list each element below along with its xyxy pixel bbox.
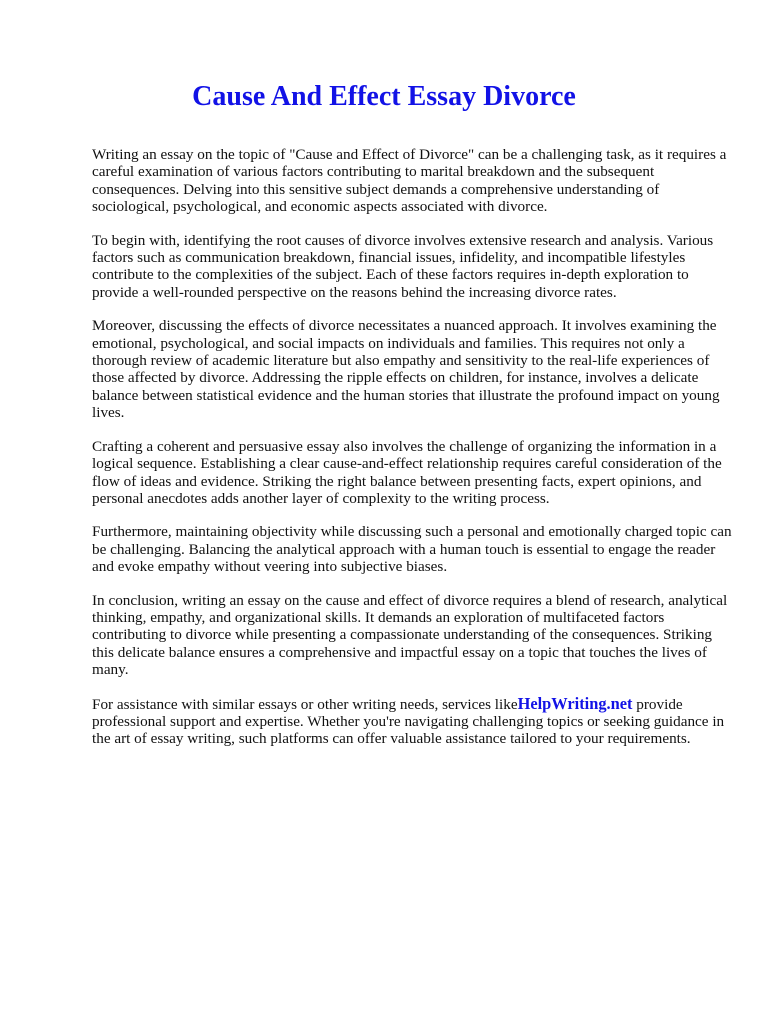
essay-body (92, 146, 732, 764)
paragraph-5: Furthermore, maintaining objectivity while discussing such a personal and emotionally charged topic can be challenging. Balancing the analytical approach with a human touch is essential to engage the reader and evoke empathy without veering into subjective biases. (92, 523, 732, 576)
page-title: Cause And Effect Essay Divorce (192, 81, 576, 112)
helpwriting-link[interactable]: HelpWriting.net (517, 693, 633, 713)
paragraph-6: In conclusion, writing an essay on the cause and effect of divorce requires a blend of research, analytical thinking, empathy, and organizational skills. It demands an exploration of multifaceted factors contributing to divorce while presenting a compassionate understanding of the consequences. Striking this delicate balance ensures a comprehensive and impactful essay on a topic that touches the lives of many. (92, 591, 728, 679)
paragraph-1: Writing an essay on the topic of "Cause and Effect of Divorce" can be a challenging task, as it requires a careful examination of various factors contributing to marital breakdown and the subsequent consequences. Delving into this sensitive subject demands a comprehensive understanding of sociological, psychological, and economic aspects associated with divorce. (92, 146, 727, 216)
paragraph-2: To begin with, identifying the root causes of divorce involves extensive research and analysis. Various factors such as communication breakdown, financial issues, infidelity, and incompatible lifestyles contribute to the complexities of the subject. Each of these factors requires in-depth exploration to provide a well-rounded perspective on the reasons behind the increasing divorce rates. (92, 231, 714, 301)
paragraph-3: Moreover, discussing the effects of divorce necessitates a nuanced approach. It involves examining the emotional, psychological, and social impacts on individuals and families. This requires not only a thorough review of academic literature but also empathy and sensitivity to the real-life experiences of those affected by divorce. Addressing the ripple effects on children, for instance, involves a delicate balance between statistical evidence and the human stories that illustrate the profound impact on young lives. (92, 317, 720, 422)
closing-text-after-link: provide professional support and expertise. Whether you're navigating challenging topics or seeking guidance in the art of essay writing, such platforms can offer valuable assistance tailored to your requirements. (92, 695, 725, 748)
closing-text-before-link: For assistance with similar essays or other writing needs, services like (92, 695, 518, 713)
closing-paragraph (92, 695, 732, 748)
paragraph-4: Crafting a coherent and persuasive essay also involves the challenge of organizing the information in a logical sequence. Establishing a clear cause-and-effect relationship requires careful consideration of the flow of ideas and evidence. Striking the right balance between presenting facts, expert opinions, and personal anecdotes adds another layer of complexity to the writing process. (92, 437, 722, 507)
